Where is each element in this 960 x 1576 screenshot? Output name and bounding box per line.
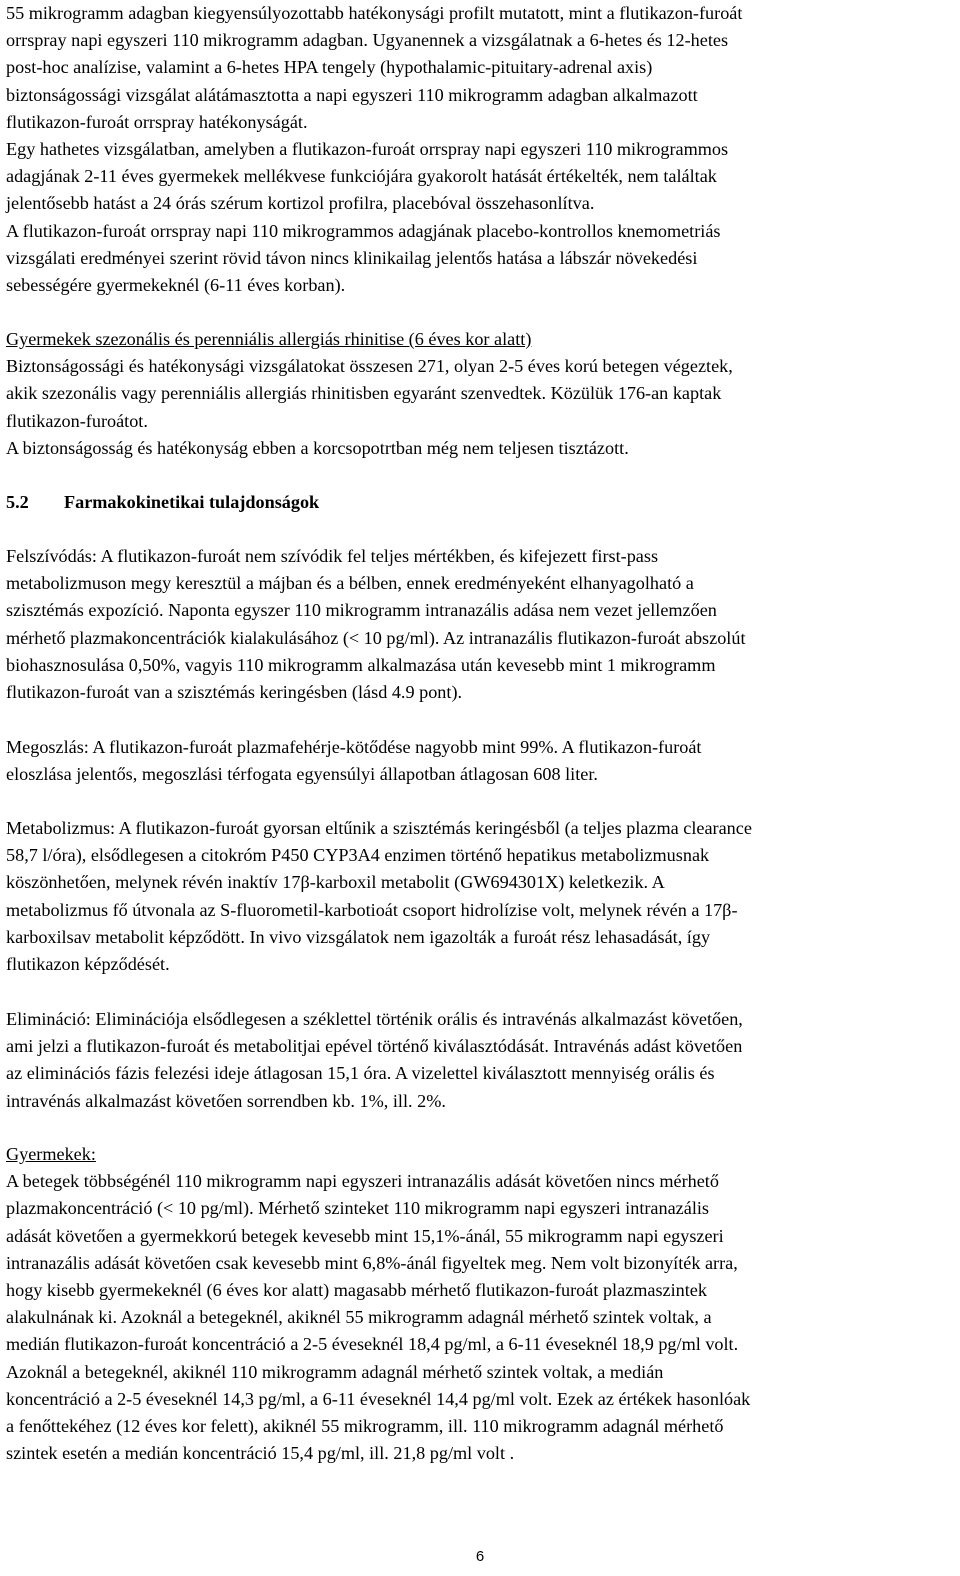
text-line: hogy kisebb gyermekeknél (6 éves kor alatt) magasabb mérhető flutikazon-furoát plazmaszintek [6,1280,707,1301]
text-line: szisztémás expozíció. Naponta egyszer 110 mikrogramm intranazális adása nem vezet jellemzően [6,600,717,621]
text-line: post-hoc analízise, valamint a 6-hetes HPA tengely (hypothalamic-pituitary-adrenal axis) [6,57,653,78]
text-line: Elimináció: Eliminációja elsődlegesen a széklettel történik orális és intravénás alkalmazást követően, [6,1009,743,1029]
paragraph-metabolism [6,815,752,978]
text-line: eloszlása jelentős, megoszlási térfogata egyensúlyi állapotban átlagosan 608 liter. [6,764,598,785]
text-line: alakulnának ki. Azoknál a betegeknél, akiknél 55 mikrogramm adagnál mérhető szintek voltak, a [6,1307,712,1328]
text-line: jelentősebb hatást a 24 órás szérum kortizol profilra, placebóval összehasonlítva. [6,193,595,214]
text-line: intranazális adását követően csak kevesebb mint 6,8%-ánál figyeltek meg. Nem volt bizonyíték arra, [6,1252,738,1273]
section-number: 5.2 [6,492,29,512]
text-line: Azoknál a betegeknél, akiknél 110 mikrogramm adagnál mérhető szintek voltak, a medián [6,1361,664,1382]
text-line: plazmakoncentráció (< 10 pg/ml). Mérhető szinteket 110 mikrogramm napi egyszeri intranazális [6,1198,709,1219]
text-line: flutikazon-furoát van a szisztémás keringésben (lásd 4.9 pont). [6,682,463,703]
text-line: A flutikazon-furoát orrspray napi 110 mikrogrammos adagjának placebo-kontrollos knemometriás [6,221,721,241]
section-heading-5-2 [6,489,319,516]
page-number: 6 [475,1548,485,1565]
text-line: akik szezonális vagy perenniális allergiás rhinitisben egyaránt szenvedtek. Közülük 176-an kaptak [6,383,722,404]
text-line: az eliminációs fázis felezési ideje átlagosan 15,1 óra. A vizelettel kiválasztott mennyiség orális és [6,1063,715,1084]
text-line: 58,7 l/óra), elsődlegesen a citokróm P450 CYP3A4 enzimen történő hepatikus metabolizmusnak [6,845,710,866]
text-line: A biztonságosság és hatékonyság ebben a korcsopotrtban még nem teljesen tisztázott. [6,437,629,458]
text-line: medián flutikazon-furoát koncentráció a 2-5 éveseknél 18,4 pg/ml, a 6-11 éveseknél 18,9 pg/ml volt. [6,1334,739,1355]
text-line: A betegek többségénél 110 mikrogramm napi egyszeri intranazális adását követően nincs mérhető [6,1171,719,1192]
section-title: Farmakokinetikai tulajdonságok [64,492,320,512]
subheading-children-rhinitis: Gyermekek szezonális és perenniális allergiás rhinitise (6 éves kor alatt) [6,329,532,349]
paragraph-elimination [6,1006,743,1115]
text-line: Megoszlás: A flutikazon-furoát plazmafehérje-kötődése nagyobb mint 99%. A flutikazon-furoát [6,737,702,757]
paragraph-absorption [6,543,746,706]
text-line: vizsgálati eredményei szerint rövid távon nincs klinikailag jelentős hatása a lábszár növekedési [6,248,698,269]
text-line: intravénás alkalmazást követően sorrendben kb. 1%, ill. 2%. [6,1090,446,1111]
paragraph-distribution [6,734,701,788]
text-line: mérhető plazmakoncentrációk kialakulásához (< 10 pg/ml). Az intranazális flutikazon-furoát abszolút [6,627,746,648]
text-line: Metabolizmus: A flutikazon-furoát gyorsan eltűnik a szisztémás keringésből (a teljes plazma clearance [6,818,752,838]
text-line: koncentráció a 2-5 éveseknél 14,3 pg/ml, a 6-11 éveseknél 14,4 pg/ml volt. Ezek az értékek hasonlóak [6,1388,751,1409]
paragraph-knemometry [6,218,721,300]
text-line: adását követően a gyermekkorú betegek kevesebb mint 15,1%-ánál, 55 mikrogramm napi egyszeri [6,1225,724,1246]
text-line: flutikazon-furoátot. [6,410,148,431]
text-line: adagjának 2-11 éves gyermekek mellékvese funkciójára gyakorolt hatását értékelték, nem találtak [6,166,717,187]
text-line: Felszívódás: A flutikazon-furoát nem szívódik fel teljes mértékben, és kifejezett first-pass [6,546,659,566]
text-line: biohasznosulása 0,50%, vagyis 110 mikrogramm alkalmazása után kevesebb mint 1 mikrogramm [6,654,716,675]
paragraph-children-pk [6,1141,750,1467]
subheading-children: Gyermekek: [6,1144,96,1164]
text-line: metabolizmus fő útvonala az S-fluorometil-karbotioát csoport hidrolízise volt, melynek révén a 17β- [6,899,738,920]
text-line: Egy hathetes vizsgálatban, amelyben a flutikazon-furoát orrspray napi egyszeri 110 mikrogrammos [6,139,729,159]
text-line: orrspray napi egyszeri 110 mikrogramm adagban. Ugyanennek a vizsgálatnak a 6-hetes és 12-hetes [6,30,729,51]
paragraph-efficacy-profile [6,0,742,136]
paragraph-children-rhinitis [6,326,733,462]
text-line: flutikazon képződését. [6,954,170,975]
paragraph-adrenal-study [6,136,728,218]
text-line: metabolizmuson megy keresztül a májban és a bélben, ennek eredményeként elhanyagolható a [6,573,694,594]
text-line: biztonságossági vizsgálat alátámasztotta a napi egyszeri 110 mikrogramm adagban alkalmazott [6,84,698,105]
text-line: karboxilsav metabolit képződött. In vivo vizsgálatok nem igazolták a furoát rész lehasadását, így [6,926,711,947]
text-line: flutikazon-furoát orrspray hatékonyságát. [6,111,308,132]
text-line: köszönhetően, melynek révén inaktív 17β-karboxil metabolit (GW694301X) keletkezik. A [6,872,665,893]
text-line: 55 mikrogramm adagban kiegyensúlyozottabb hatékonysági profilt mutatott, mint a flutikazon-furoát [6,3,743,23]
text-line: Biztonságossági és hatékonysági vizsgálatokat összesen 271, olyan 2-5 éves korú betegen végeztek, [6,356,733,377]
text-line: szintek esetén a medián koncentráció 15,4 pg/ml, ill. 21,8 pg/ml volt . [6,1443,515,1464]
text-line: ami jelzi a flutikazon-furoát és metabolitjai epével történő kiválasztódását. Intravénás adást követően [6,1036,743,1057]
text-line: sebességére gyermekeknél (6-11 éves korban). [6,275,346,296]
text-line: a fenőttekéhez (12 éves kor felett), akiknél 55 mikrogramm, ill. 110 mikrogramm adagnál mérhető [6,1416,724,1437]
